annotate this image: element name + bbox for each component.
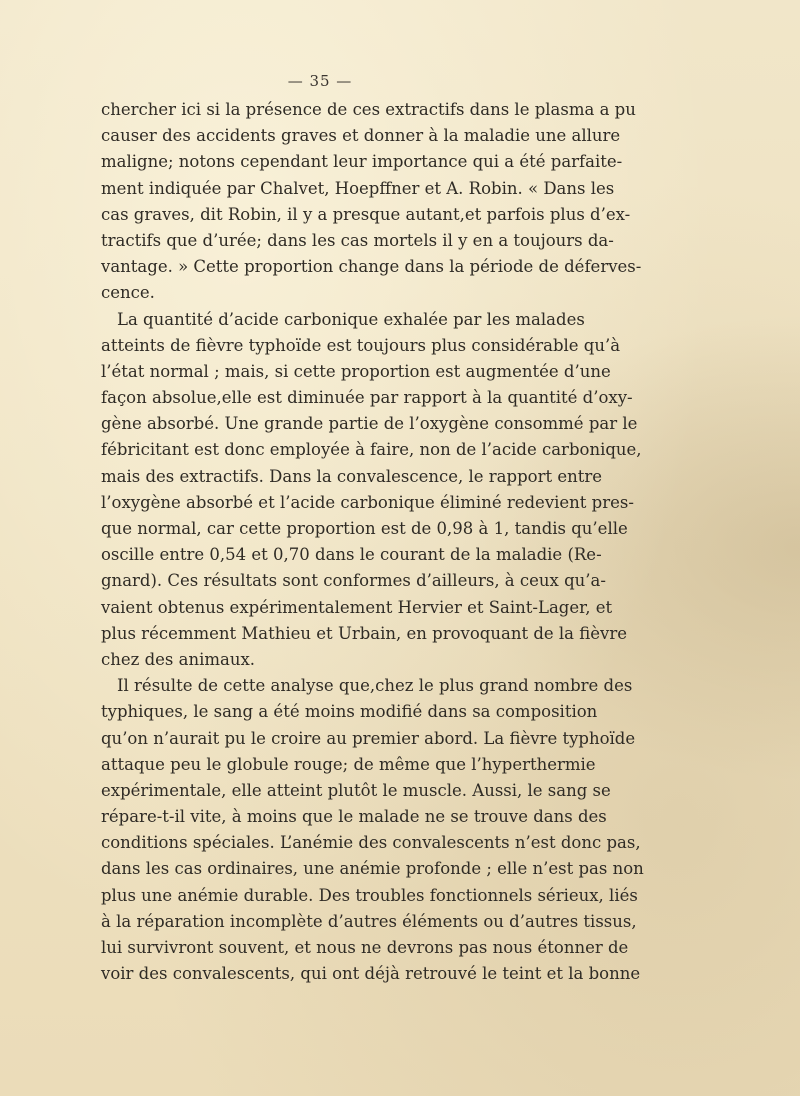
- text-line: causer des accidents graves et donner à la maladie une allure: [101, 126, 621, 146]
- text-line: tractifs que d’urée; dans les cas mortels il y en a toujours da-: [101, 230, 614, 250]
- text-line: répare-t-il vite, à moins que le malade ne se trouve dans des: [101, 807, 607, 827]
- text-line: l’oxygène absorbé et l’acide carbonique éliminé redevient pres-: [101, 492, 634, 512]
- text-line: expérimentale, elle atteint plutôt le muscle. Aussi, le sang se: [101, 780, 611, 800]
- text-line: conditions spéciales. L’anémie des convalescents n’est donc pas,: [101, 833, 641, 853]
- text-line: l’état normal ; mais, si cette proportion est augmentée d’une: [101, 361, 611, 381]
- page-number: — 35 —: [287, 72, 353, 90]
- text-line: vantage. » Cette proportion change dans la période de déferves-: [101, 257, 642, 277]
- text-line: cas graves, dit Robin, il y a presque autant,et parfois plus d’ex-: [101, 204, 631, 224]
- text-line: gnard). Ces résultats sont conformes d’ailleurs, à ceux qu’a-: [101, 571, 606, 591]
- text-line: ment indiquée par Chalvet, Hoepffner et A. Robin. « Dans les: [101, 178, 615, 198]
- text-line: Il résulte de cette analyse que,chez le plus grand nombre des: [117, 676, 633, 696]
- text-line: plus une anémie durable. Des troubles fonctionnels sérieux, liés: [101, 885, 638, 905]
- text-line: typhiques, le sang a été moins modifié dans sa composition: [101, 702, 598, 722]
- text-line: vaient obtenus expérimentalement Hervier et Saint-Lager, et: [101, 597, 613, 617]
- text-line: fébricitant est donc employée à faire, non de l’acide carbonique,: [101, 440, 642, 460]
- text-line: mais des extractifs. Dans la convalescence, le rapport entre: [101, 466, 603, 486]
- text-line: oscille entre 0,54 et 0,70 dans le courant de la maladie (Re-: [101, 545, 602, 565]
- text-line: chercher ici si la présence de ces extractifs dans le plasma a pu: [101, 100, 636, 119]
- text-line: attaque peu le globule rouge; de même que l’hyperthermie: [101, 754, 596, 774]
- text-line: chez des animaux.: [101, 649, 256, 669]
- text-line: dans les cas ordinaires, une anémie profonde ; elle n’est pas non: [101, 859, 644, 879]
- text-line: cence.: [101, 283, 155, 303]
- text-line: atteints de fièvre typhoïde est toujours plus considérable qu’à: [101, 335, 621, 355]
- text-line: à la réparation incomplète d’autres éléments ou d’autres tissus,: [101, 911, 637, 931]
- text-line: La quantité d’acide carbonique exhalée par les malades: [117, 309, 585, 329]
- text-line: que normal, car cette proportion est de 0,98 à 1, tandis qu’elle: [101, 519, 628, 538]
- text-line: plus récemment Mathieu et Urbain, en provoquant de la fièvre: [101, 623, 628, 643]
- body-text: [101, 97, 644, 987]
- text-line: voir des convalescents, qui ont déjà retrouvé le teint et la bonne: [101, 964, 641, 984]
- text-line: lui survivront souvent, et nous ne devrons pas nous étonner de: [101, 938, 629, 957]
- text-line: gène absorbé. Une grande partie de l’oxygène consommé par le: [101, 414, 638, 434]
- text-line: maligne; notons cependant leur importance qui a été parfaite-: [101, 152, 623, 172]
- text-line: qu’on n’aurait pu le croire au premier abord. La fièvre typhoïde: [101, 728, 636, 748]
- text-line: façon absolue,elle est diminuée par rapport à la quantité d’oxy-: [101, 388, 633, 408]
